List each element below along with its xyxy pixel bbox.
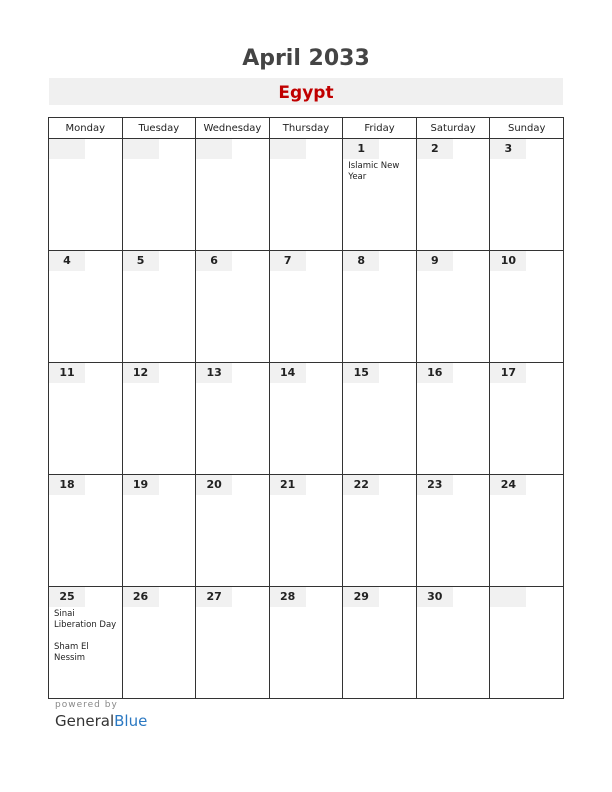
weekday-header: Thursday [269,118,343,139]
day-number: 28 [270,587,306,607]
day-number: 14 [270,363,306,383]
empty-day-marker [49,139,85,159]
day-number: 1 [343,139,379,159]
weekday-header: Monday [49,118,123,139]
empty-day-marker [270,139,306,159]
day-number: 30 [417,587,453,607]
day-cell [343,363,417,475]
day-cell [416,587,490,699]
holiday-event: Sinai Liberation Day [54,609,117,630]
weekday-header-row [49,118,564,139]
day-cell [122,251,196,363]
day-cell [269,251,343,363]
day-number: 23 [417,475,453,495]
day-number: 25 [49,587,85,607]
day-cell [269,587,343,699]
empty-day-marker [490,587,526,607]
day-number: 24 [490,475,526,495]
day-cell [122,363,196,475]
weekday-header: Friday [343,118,417,139]
day-cell [416,475,490,587]
day-cell [196,363,270,475]
day-cell [490,475,564,587]
day-events [343,159,416,183]
day-number: 2 [417,139,453,159]
day-cell [196,587,270,699]
day-cell [490,363,564,475]
day-cell [196,475,270,587]
day-number: 15 [343,363,379,383]
day-cell [490,587,564,699]
week-row [49,139,564,251]
day-events [49,607,122,664]
day-number: 21 [270,475,306,495]
day-cell [416,251,490,363]
day-cell [49,475,123,587]
day-cell [122,587,196,699]
country-banner [49,78,563,105]
day-cell [416,139,490,251]
day-cell [49,363,123,475]
weekday-header: Saturday [416,118,490,139]
day-cell [416,363,490,475]
day-cell [49,251,123,363]
empty-day-marker [123,139,159,159]
day-number: 19 [123,475,159,495]
day-cell [269,363,343,475]
day-number: 6 [196,251,232,271]
brand-blue: Blue [114,712,148,730]
weekday-header: Tuesday [122,118,196,139]
day-number: 8 [343,251,379,271]
day-number: 3 [490,139,526,159]
day-cell [49,587,123,699]
day-number: 22 [343,475,379,495]
calendar-body [49,139,564,699]
brand-logo[interactable] [55,712,147,730]
day-number: 9 [417,251,453,271]
day-cell [343,587,417,699]
day-number: 4 [49,251,85,271]
day-number: 27 [196,587,232,607]
day-cell [122,139,196,251]
day-number: 16 [417,363,453,383]
day-cell [196,139,270,251]
calendar-title: April 2033 [242,46,370,71]
day-number: 20 [196,475,232,495]
brand-general: General [55,712,115,730]
day-cell [269,139,343,251]
week-row [49,251,564,363]
day-number: 17 [490,363,526,383]
day-cell [343,139,417,251]
day-number: 12 [123,363,159,383]
day-cell [343,475,417,587]
day-cell [49,139,123,251]
day-number: 29 [343,587,379,607]
day-number: 13 [196,363,232,383]
holiday-event: Sham El Nessim [54,642,89,663]
week-row [49,587,564,699]
powered-by-text: powered by [55,700,118,710]
day-number: 18 [49,475,85,495]
day-cell [343,251,417,363]
day-cell [196,251,270,363]
day-number: 26 [123,587,159,607]
day-cell [490,251,564,363]
weekday-header: Wednesday [196,118,270,139]
day-cell [269,475,343,587]
week-row [49,363,564,475]
day-cell [490,139,564,251]
week-row [49,475,564,587]
day-number: 5 [123,251,159,271]
footer [55,700,147,730]
weekday-header: Sunday [490,118,564,139]
day-number: 7 [270,251,306,271]
day-number: 10 [490,251,526,271]
empty-day-marker [196,139,232,159]
calendar-grid [48,117,564,699]
day-number: 11 [49,363,85,383]
country-name: Egypt [278,83,334,103]
holiday-event: Islamic New Year [348,161,400,182]
day-cell [122,475,196,587]
